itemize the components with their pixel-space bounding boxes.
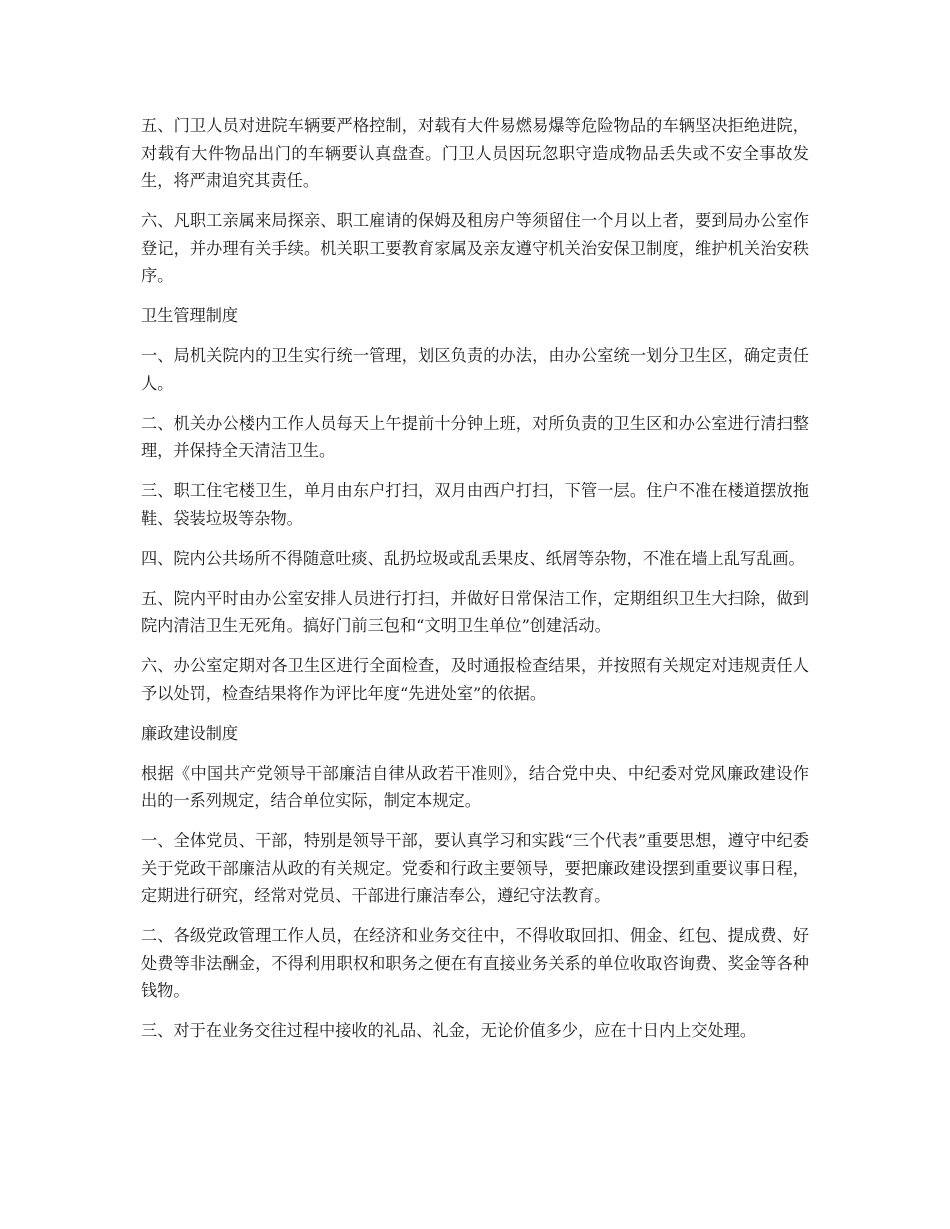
paragraph-sanitation-3: 三、职工住宅楼卫生，单月由东户打扫，双月由西户打扫，下管一层。住户不准在楼道摆放拖鞋、袋装垃圾等杂物。 [141, 481, 809, 528]
section-heading-sanitation: 卫生管理制度 [141, 306, 239, 325]
paragraph-integrity-2: 二、各级党政管理工作人员，在经济和业务交往中，不得收取回扣、佣金、红包、提成费、好处费等非法酬金，不得利用职权和职务之便在有直接业务关系的单位收取咨询费、奖金等各种钱物。 [141, 926, 809, 1000]
paragraph-sanitation-6: 六、办公室定期对各卫生区进行全面检查，及时通报检查结果，并按照有关规定对违规责任人予以处罚，检查结果将作为评比年度“先进处室”的依据。 [141, 656, 809, 703]
paragraph-sanitation-1: 一、局机关院内的卫生实行统一管理，划区负责的办法，由办公室统一划分卫生区，确定责任人。 [141, 346, 809, 393]
section-heading-integrity: 廉政建设制度 [141, 723, 239, 743]
paragraph-visitor-registration: 六、凡职工亲属来局探亲、职工雇请的保姆及租房户等须留住一个月以上者，要到局办公室作登记，并办理有关手续。机关职工要教育家属及亲友遵守机关治安保卫制度，维护机关治安秩序。 [141, 211, 809, 285]
paragraph-sanitation-2: 二、机关办公楼内工作人员每天上午提前十分钟上班，对所负责的卫生区和办公室进行清扫整理，并保持全天清洁卫生。 [141, 413, 809, 460]
paragraph-sanitation-4: 四、院内公共场所不得随意吐痰、乱扔垃圾或乱丢果皮、纸屑等杂物，不准在墙上乱写乱画。 [141, 548, 805, 568]
paragraph-sanitation-5: 五、院内平时由办公室安排人员进行打扫，并做好日常保洁工作，定期组织卫生大扫除，做到院内清洁卫生无死角。搞好门前三包和“文明卫生单位”创建活动。 [141, 588, 809, 635]
document-body [141, 112, 809, 1057]
paragraph-integrity-intro: 根据《中国共产党领导干部廉洁自律从政若干准则》，结合党中央、中纪委对党风廉政建设作出的一系列规定，结合单位实际，制定本规定。 [141, 763, 809, 810]
paragraph-integrity-3: 三、对于在业务交往过程中接收的礼品、礼金，无论价值多少，应在十日内上交处理。 [141, 1021, 757, 1040]
paragraph-integrity-1: 一、全体党员、干部，特别是领导干部，要认真学习和实践“三个代表”重要思想，遵守中纪委关于党政干部廉洁从政的有关规定。党委和行政主要领导，要把廉政建设摆到重要议事日程，定期进行研究，经常对党员、干部进行廉洁奉公，遵纪守法教育。 [141, 831, 809, 905]
paragraph-gate-vehicles: 五、门卫人员对进院车辆要严格控制，对载有大件易燃易爆等危险物品的车辆坚决拒绝进院，对载有大件物品出门的车辆要认真盘查。门卫人员因玩忽职守造成物品丢失或不安全事故发生，将严肃追究其责任。 [141, 116, 809, 190]
